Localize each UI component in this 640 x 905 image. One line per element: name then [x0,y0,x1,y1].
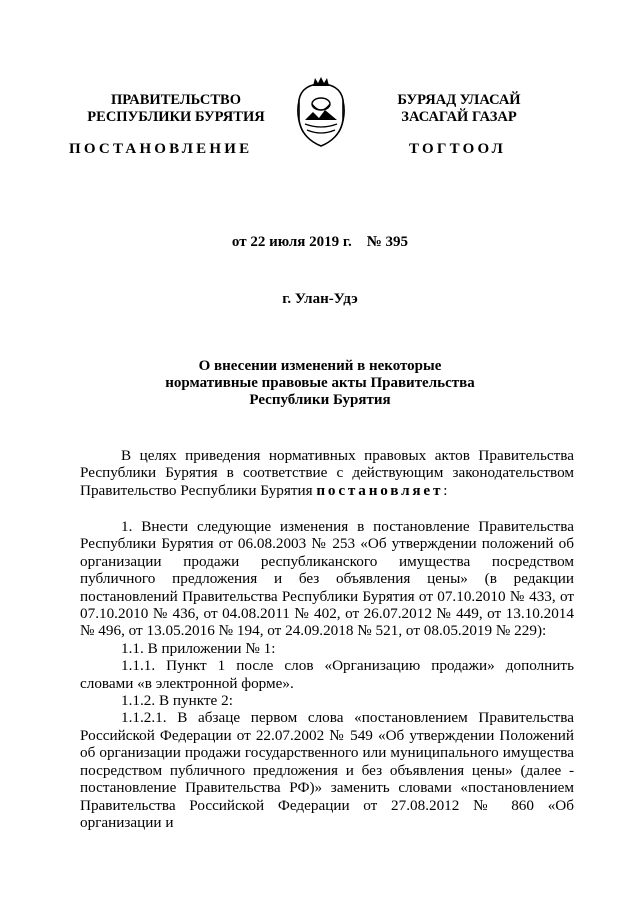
document-title [0,358,640,409]
doc-type-right: ТОГТООЛ [409,141,506,157]
body-paragraph-2: 1.1. В приложении № 1: [121,639,276,657]
body-paragraph-1: 1. Внести следующие изменения в постановление Правительства Республики Бурятия от 06.08.2003 № 253 «Об утверждении положений об организации продажи республиканского имущества посредством публичного предложения и без объявления цены» (в редакции постановлений Правительства Республики Бурятия от 07.10.2010 № 433, от 07.10.2010 № 436, от 04.08.2011 № 402, от 26.07.2012 № 449, от 13.10.2014 № 496, от 13.05.2016 № 194, от 24.09.2018 № 521, от 08.05.2019 № 229): [80,518,574,640]
header-right [366,92,552,126]
doc-type-left: ПОСТАНОВЛЕНИЕ [69,141,253,157]
body-paragraph-5: 1.1.2.1. В абзаце первом слова «постановлением Правительства Российской Федерации от 22.07.2002 № 549 «Об утверждении Положений об организации продажи государственного или муниципального имущества посредством публичного предложения и без объявления цены» (далее - постановление Правительства РФ)» заменить словами «постановлением Правительства Российской Федерации от 27.08.2012 № 860 «Об организации и [80,709,574,831]
header-left-line2: РЕСПУБЛИКИ БУРЯТИЯ [87,109,265,125]
preamble-text: В целях приведения нормативных правовых актов Правительства Республики Бурятия в соответствие с действующим законодательством Правительство Республики Бурятия [80,447,574,499]
title-line3: Республики Бурятия [249,392,391,408]
preamble [80,447,574,499]
header-left [72,92,280,126]
body-paragraph-3: 1.1.1. Пункт 1 после слов «Организацию продажи» дополнить словами «в электронной форме». [80,657,574,692]
decree-word: постановляет [316,481,444,499]
date-number-line: от 22 июля 2019 г. № 395 [231,234,409,250]
document-body [80,518,574,831]
body-paragraph-4: 1.1.2. В пункте 2: [121,692,233,710]
preamble-colon: : [443,481,448,499]
header-left-line1: ПРАВИТЕЛЬСТВО [111,92,241,108]
title-line1: О внесении изменений в некоторые [198,358,442,374]
city-line: г. Улан-Удэ [282,291,358,307]
header-right-line2: ЗАСАГАЙ ГАЗАР [401,109,517,125]
buryatia-coat-of-arms-icon [291,76,351,148]
title-line2: нормативные правовые акты Правительства [165,375,475,391]
header-right-line1: БУРЯАД УЛАСАЙ [397,92,521,108]
